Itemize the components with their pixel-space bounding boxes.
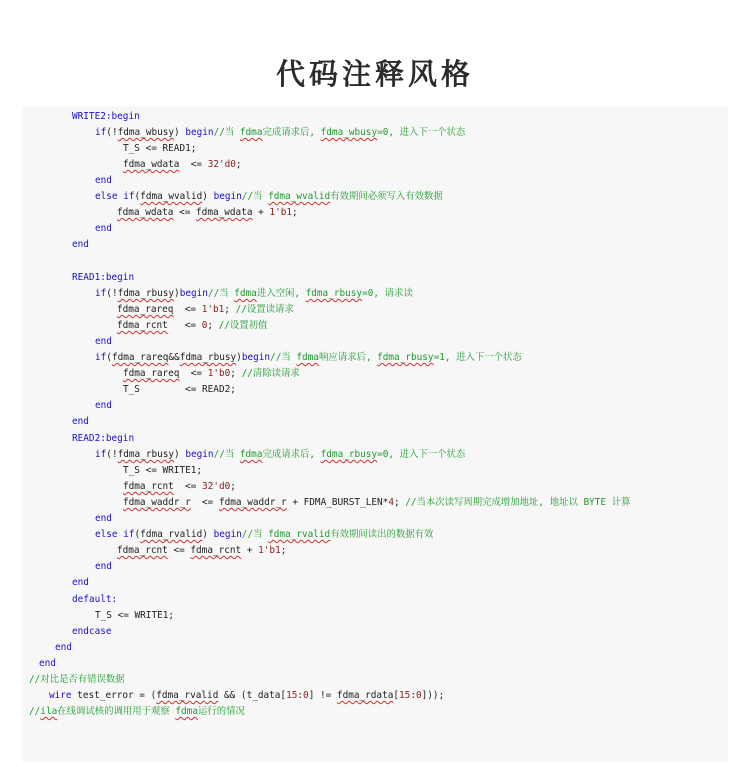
code-token: //清除读请求 bbox=[241, 368, 300, 379]
code-token: 有效期间必须写入有效数据 bbox=[330, 191, 443, 202]
code-token: <= bbox=[179, 368, 208, 379]
code-token: 1'b1 bbox=[258, 545, 281, 556]
code-token: //当 bbox=[213, 449, 240, 460]
code-line bbox=[95, 511, 112, 527]
code-token: fdma_rcnt bbox=[117, 545, 168, 556]
code-token: && (t_data[ bbox=[218, 690, 287, 701]
code-token: end bbox=[95, 513, 112, 524]
code-token: end bbox=[95, 223, 112, 234]
code-line bbox=[72, 592, 117, 608]
code-token: fdma_rbusy bbox=[117, 449, 175, 460]
code-token: 在线调试核的调用用于观察 bbox=[57, 706, 176, 717]
code-line bbox=[29, 704, 245, 720]
code-token: T_S <= READ2; bbox=[123, 384, 236, 395]
code-token: 0 bbox=[303, 690, 309, 701]
code-token: end bbox=[72, 416, 89, 427]
code-line bbox=[95, 286, 413, 302]
code-token: test_error = ( bbox=[71, 690, 157, 701]
code-token: fdma_rbusy bbox=[320, 449, 378, 460]
code-token: 完成请求后, bbox=[262, 449, 321, 460]
code-token: <= bbox=[179, 159, 208, 170]
code-line bbox=[123, 141, 196, 157]
code-token: <= bbox=[173, 481, 203, 492]
code-token: begin bbox=[241, 352, 271, 363]
code-token: 1'b0 bbox=[207, 368, 231, 379]
code-token: + FDMA_BURST_LEN* bbox=[286, 497, 389, 508]
code-line bbox=[95, 447, 465, 463]
code-token: 1'b1 bbox=[269, 207, 292, 218]
code-line bbox=[95, 398, 112, 414]
code-line bbox=[123, 495, 630, 511]
code-token: 运行的情况 bbox=[197, 706, 245, 717]
code-token: ( bbox=[134, 529, 141, 540]
code-panel bbox=[22, 106, 728, 762]
code-token: + bbox=[241, 545, 259, 556]
code-token: fdma_rbusy bbox=[305, 288, 363, 299]
code-line bbox=[95, 173, 112, 189]
code-token: begin bbox=[179, 288, 208, 299]
code-token: && bbox=[168, 352, 180, 363]
code-token: ) bbox=[236, 352, 242, 363]
code-line bbox=[55, 640, 72, 656]
code-token: //当 bbox=[270, 352, 297, 363]
code-token: fdma_wdata bbox=[196, 207, 253, 218]
code-token: fdma_wvalid bbox=[268, 191, 331, 202]
code-token: =1, 进入下一个状态 bbox=[433, 352, 522, 363]
code-line bbox=[29, 672, 125, 688]
code-token: fdma bbox=[239, 127, 263, 138]
code-token: ) bbox=[174, 449, 186, 460]
code-token: //对比是否有错误数据 bbox=[29, 674, 125, 685]
code-token: 0 bbox=[201, 320, 208, 331]
code-token: fdma_wdata bbox=[117, 207, 174, 218]
code-token: fdma_wvalid bbox=[140, 191, 203, 202]
code-token: <= bbox=[173, 207, 197, 218]
code-line bbox=[123, 382, 236, 398]
code-token: ; bbox=[280, 545, 287, 556]
code-token: ila bbox=[40, 706, 58, 717]
code-token: //当本次读写周期完成增加地址, 地址以 BYTE 计算 bbox=[405, 497, 631, 508]
code-token: ; bbox=[224, 304, 236, 315]
code-token: 0 bbox=[415, 690, 422, 701]
code-token: fdma_rcnt bbox=[117, 320, 168, 331]
code-line bbox=[123, 157, 242, 173]
code-token: fdma_rcnt bbox=[123, 481, 174, 492]
code-token: fdma bbox=[239, 449, 263, 460]
code-token: fdma_rareq bbox=[117, 304, 174, 315]
code-token: end bbox=[95, 561, 112, 572]
code-token: ; bbox=[207, 320, 219, 331]
code-token: =0, 进入下一个状态 bbox=[377, 449, 466, 460]
code-token: //当 bbox=[213, 127, 240, 138]
code-token: fdma_rbusy bbox=[377, 352, 434, 363]
code-token: fdma_rvalid bbox=[268, 529, 331, 540]
code-token: WRITE2:begin bbox=[72, 111, 140, 122]
code-token: ; bbox=[393, 497, 406, 508]
code-line bbox=[49, 688, 444, 704]
code-token: end bbox=[72, 577, 89, 588]
code-token: fdma_waddr_r bbox=[218, 497, 287, 508]
code-token: fdma_wbusy bbox=[117, 127, 175, 138]
code-token: fdma_rareq bbox=[123, 368, 180, 379]
code-token: begin bbox=[185, 449, 214, 460]
code-token: 完成请求后, bbox=[262, 127, 321, 138]
code-line bbox=[123, 479, 236, 495]
code-token: 15 bbox=[286, 690, 298, 701]
code-line bbox=[95, 334, 112, 350]
code-token: fdma_wdata bbox=[123, 159, 180, 170]
code-token: fdma bbox=[175, 706, 198, 717]
code-token: else if bbox=[95, 529, 135, 540]
code-token: <= bbox=[167, 320, 202, 331]
code-token: end bbox=[95, 400, 112, 411]
page-title: 代码注释风格 bbox=[275, 57, 474, 91]
code-token: ) bbox=[174, 127, 186, 138]
code-line bbox=[72, 109, 140, 125]
code-token: default: bbox=[72, 594, 118, 605]
code-token: end bbox=[72, 239, 89, 250]
code-token: ( bbox=[106, 352, 112, 363]
code-token: fdma_rbusy bbox=[117, 288, 175, 299]
code-token: 32'd0 bbox=[207, 159, 236, 170]
code-token: end bbox=[55, 642, 72, 653]
code-token: 32'd0 bbox=[202, 481, 231, 492]
code-token: // bbox=[29, 706, 41, 717]
code-line bbox=[123, 463, 202, 479]
code-token: fdma bbox=[234, 288, 257, 299]
code-token: if bbox=[95, 127, 107, 138]
code-token: ] != bbox=[308, 690, 337, 701]
code-line bbox=[117, 205, 298, 221]
code-token: 有效期间读出的数据有效 bbox=[330, 529, 434, 540]
code-token: end bbox=[95, 175, 112, 186]
code-line bbox=[72, 624, 112, 640]
code-token: ; bbox=[230, 368, 242, 379]
code-token: 4 bbox=[388, 497, 394, 508]
code-token: ) bbox=[202, 191, 214, 202]
code-token: wire bbox=[49, 690, 72, 701]
code-token: (! bbox=[106, 127, 118, 138]
code-token: ; bbox=[235, 159, 242, 170]
code-token: <= bbox=[167, 545, 191, 556]
code-line bbox=[117, 543, 286, 559]
code-token: 响应请求后, bbox=[318, 352, 378, 363]
code-token: fdma_rareq bbox=[111, 352, 169, 363]
code-line bbox=[39, 656, 56, 672]
code-line bbox=[95, 221, 112, 237]
code-token: begin bbox=[185, 127, 214, 138]
code-token: T_S <= WRITE1; bbox=[123, 465, 203, 476]
code-token: : bbox=[410, 690, 416, 701]
code-line bbox=[95, 125, 465, 141]
code-line bbox=[72, 237, 89, 253]
code-token: fdma_rcnt bbox=[190, 545, 242, 556]
code-token: //设置读请求 bbox=[235, 304, 294, 315]
code-token: //当 bbox=[241, 529, 269, 540]
code-token: ; bbox=[292, 207, 298, 218]
code-token: fdma_rvalid bbox=[140, 529, 203, 540]
code-token: READ2:begin bbox=[72, 433, 135, 444]
code-line bbox=[95, 608, 174, 624]
code-token: (! bbox=[106, 449, 118, 460]
code-token: //当 bbox=[207, 288, 235, 299]
code-line bbox=[95, 350, 522, 366]
code-line bbox=[117, 318, 267, 334]
code-token: if bbox=[95, 449, 107, 460]
code-line bbox=[95, 189, 443, 205]
code-token: //设置初值 bbox=[218, 320, 268, 331]
code-token: (! bbox=[106, 288, 118, 299]
code-token: end bbox=[95, 336, 112, 347]
code-token: ( bbox=[134, 191, 141, 202]
code-token: endcase bbox=[72, 626, 112, 637]
code-token: : bbox=[297, 690, 304, 701]
code-token: fdma bbox=[296, 352, 319, 363]
code-token: fdma_wbusy bbox=[320, 127, 378, 138]
code-token: fdma_rdata bbox=[336, 690, 394, 701]
code-token: fdma_rvalid bbox=[156, 690, 219, 701]
code-token: T_S <= WRITE1; bbox=[95, 610, 175, 621]
code-token: 1'b1 bbox=[201, 304, 225, 315]
code-token: end bbox=[39, 658, 56, 669]
code-line bbox=[117, 302, 294, 318]
code-token: ; bbox=[230, 481, 236, 492]
code-token: fdma_rbusy bbox=[179, 352, 237, 363]
code-token: if bbox=[95, 288, 107, 299]
code-token: ) bbox=[202, 529, 214, 540]
code-token: <= bbox=[190, 497, 219, 508]
code-line bbox=[72, 431, 134, 447]
code-token: READ1:begin bbox=[72, 272, 135, 283]
code-token: 15 bbox=[399, 690, 411, 701]
code-token: if bbox=[95, 352, 107, 363]
code-token: ) bbox=[174, 288, 180, 299]
code-token: 进入空闲, bbox=[256, 288, 306, 299]
code-token: else if bbox=[95, 191, 135, 202]
code-token: fdma_waddr_r bbox=[123, 497, 191, 508]
code-line bbox=[95, 527, 433, 543]
code-token: =0, 进入下一个状态 bbox=[377, 127, 466, 138]
code-token: //当 bbox=[241, 191, 269, 202]
code-token: <= bbox=[173, 304, 202, 315]
code-token: begin bbox=[213, 529, 242, 540]
code-line bbox=[72, 270, 134, 286]
code-line bbox=[123, 366, 300, 382]
code-line bbox=[72, 414, 89, 430]
code-token: T_S <= READ1; bbox=[123, 143, 197, 154]
code-token: + bbox=[252, 207, 270, 218]
code-token: ])); bbox=[421, 690, 445, 701]
code-line bbox=[95, 559, 112, 575]
code-token: begin bbox=[213, 191, 242, 202]
code-line bbox=[72, 575, 89, 591]
code-token: =0, 请求读 bbox=[362, 288, 413, 299]
code-token: [ bbox=[393, 690, 400, 701]
